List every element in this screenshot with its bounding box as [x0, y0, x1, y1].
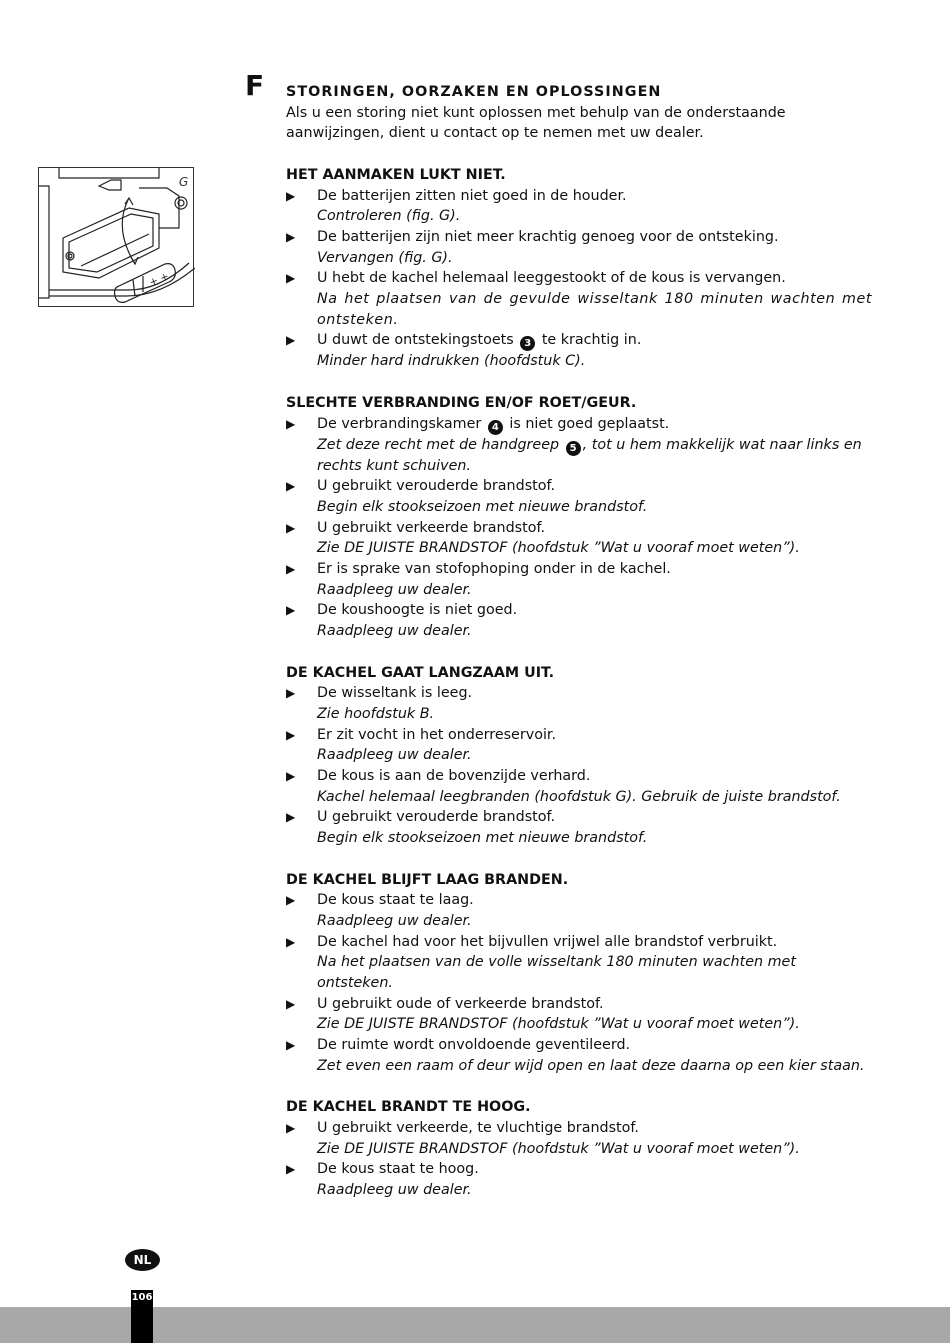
ignition-button-marker: 3	[520, 336, 535, 351]
cause-text-end: te krachtig in.	[541, 332, 642, 349]
remedy-text: Raadpleeg uw dealer.	[317, 623, 472, 640]
remedy-text: Na het plaatsen van de volle wisseltank 180 minuten wachten met ontsteken.	[317, 954, 796, 992]
handle-marker: 5	[566, 441, 581, 456]
list-item	[286, 725, 872, 766]
list-item	[286, 227, 872, 268]
section-heading: SLECHTE VERBRANDING EN/OF ROET/GEUR.	[286, 394, 637, 411]
triangle-bullet-icon: ▶	[286, 562, 296, 577]
page-title: STORINGEN, OORZAKEN EN OPLOSSINGEN	[286, 84, 662, 100]
remedy-text-start: Zet deze recht met de handgreep	[317, 436, 560, 453]
cause-text: De koushoogte is niet goed.	[317, 602, 518, 619]
section-heading: DE KACHEL BRANDT TE HOOG.	[286, 1099, 531, 1116]
remedy-text: Zet even een raam of deur wijd open en laat deze daarna op een kier staan.	[317, 1057, 865, 1074]
list-item	[286, 518, 872, 559]
cause-text: Er is sprake van stofophoping onder in de kachel.	[317, 561, 671, 578]
cause-text: De kachel had voor het bijvullen vrijwel alle brandstof verbruikt.	[317, 933, 778, 950]
triangle-bullet-icon: ▶	[286, 893, 296, 908]
cause-text: U gebruikt verouderde brandstof.	[317, 478, 556, 495]
remedy-text: Raadpleeg uw dealer.	[317, 747, 472, 764]
list-item	[286, 1159, 872, 1200]
battery-holder-illustration	[39, 168, 195, 308]
troubleshooting-content	[286, 82, 872, 1201]
remedy-text: Raadpleeg uw dealer.	[317, 581, 472, 598]
remedy-text: Kachel helemaal leegbranden (hoofdstuk G). Gebruik de juiste brandstof.	[317, 788, 841, 805]
list-item	[286, 807, 872, 848]
triangle-bullet-icon: ▶	[286, 1120, 296, 1135]
section-heading: HET AANMAKEN LUKT NIET.	[286, 166, 506, 183]
list-item	[286, 766, 872, 807]
triangle-bullet-icon: ▶	[286, 603, 296, 618]
triangle-bullet-icon: ▶	[286, 1038, 296, 1053]
battery-holder-figure	[38, 167, 194, 307]
cause-text: De kous staat te laag.	[317, 892, 474, 909]
section-heading: DE KACHEL GAAT LANGZAAM UIT.	[286, 664, 555, 681]
cause-text: De kous is aan de bovenzijde verhard.	[317, 768, 591, 785]
section-heading: DE KACHEL BLIJFT LAAG BRANDEN.	[286, 871, 569, 888]
triangle-bullet-icon: ▶	[286, 479, 296, 494]
remedy-text: Zie hoofdstuk B.	[317, 705, 435, 722]
remedy-text: Zie DE JUISTE BRANDSTOF (hoofdstuk ”Wat u vooraf moet weten”).	[317, 1140, 800, 1157]
triangle-bullet-icon: ▶	[286, 229, 296, 244]
cause-text: U hebt de kachel helemaal leeggestookt of de kous is vervangen.	[317, 270, 786, 287]
intro-text: Als u een storing niet kunt oplossen met behulp van de onderstaande aanwijzingen, dient u contact op te nemen met uw dealer.	[286, 104, 786, 142]
list-item	[286, 600, 872, 641]
cause-text	[317, 414, 872, 435]
cause-text-start: U duwt de ontstekingstoets	[317, 332, 514, 349]
remedy-text: Na het plaatsen van de gevulde wisseltank 180 minuten wachten met ontsteken.	[317, 291, 872, 328]
triangle-bullet-icon: ▶	[286, 271, 296, 286]
remedy-text-end: , tot u hem makkelijk wat naar links en rechts kunt schuiven.	[317, 436, 862, 474]
remedy-text	[317, 435, 872, 477]
list-item	[286, 1035, 872, 1076]
triangle-bullet-icon: ▶	[286, 416, 296, 431]
page-number-tab	[131, 1290, 153, 1343]
cause-text: Er zit vocht in het onderreservoir.	[317, 726, 557, 743]
svg-text:+ +: + +	[148, 271, 171, 289]
triangle-bullet-icon: ▶	[286, 520, 296, 535]
list-item	[286, 932, 872, 994]
list-item	[286, 330, 872, 372]
triangle-bullet-icon: ▶	[286, 934, 296, 949]
list-item	[286, 683, 872, 724]
triangle-bullet-icon: ▶	[286, 188, 296, 203]
remedy-text: Minder hard indrukken (hoofdstuk C).	[317, 353, 586, 370]
triangle-bullet-icon: ▶	[286, 686, 296, 701]
page-number: 106	[131, 1292, 153, 1303]
cause-text: De batterijen zijn niet meer krachtig genoeg voor de ontsteking.	[317, 228, 779, 245]
list-item	[286, 1118, 872, 1159]
triangle-bullet-icon: ▶	[286, 1162, 296, 1177]
remedy-text: Begin elk stookseizoen met nieuwe brandstof.	[317, 830, 648, 847]
remedy-text: Zie DE JUISTE BRANDSTOF (hoofdstuk ”Wat u vooraf moet weten”).	[317, 540, 800, 557]
cause-text: U gebruikt verkeerde, te vluchtige brandstof.	[317, 1119, 639, 1136]
remedy-text: Vervangen (fig. G).	[317, 249, 453, 266]
remedy-text: Begin elk stookseizoen met nieuwe brandstof.	[317, 498, 648, 515]
combustion-chamber-marker: 4	[488, 420, 503, 435]
triangle-bullet-icon: ▶	[286, 333, 296, 348]
triangle-bullet-icon: ▶	[286, 769, 296, 784]
remedy-text: Raadpleeg uw dealer.	[317, 1182, 472, 1199]
chapter-letter: F	[245, 69, 265, 102]
cause-text: De ruimte wordt onvoldoende geventileerd.	[317, 1037, 631, 1054]
cause-text-end: is niet goed geplaatst.	[509, 415, 670, 432]
list-item	[286, 994, 872, 1035]
remedy-text: Raadpleeg uw dealer.	[317, 912, 472, 929]
cause-text	[317, 330, 872, 351]
cause-text: U gebruikt verouderde brandstof.	[317, 809, 556, 826]
list-item	[286, 559, 872, 600]
cause-text: U gebruikt oude of verkeerde brandstof.	[317, 995, 604, 1012]
cause-text: De kous staat te hoog.	[317, 1161, 479, 1178]
list-item	[286, 476, 872, 517]
cause-text-start: De verbrandingskamer	[317, 415, 482, 432]
cause-text: U gebruikt verkeerde brandstof.	[317, 519, 546, 536]
figure-label: G	[179, 175, 189, 189]
list-item	[286, 268, 872, 330]
triangle-bullet-icon: ▶	[286, 996, 296, 1011]
language-badge: NL	[125, 1249, 160, 1271]
remedy-text: Zie DE JUISTE BRANDSTOF (hoofdstuk ”Wat u vooraf moet weten”).	[317, 1016, 800, 1033]
list-item	[286, 186, 872, 227]
list-item	[286, 890, 872, 931]
remedy-text: Controleren (fig. G).	[317, 208, 461, 225]
cause-text: De wisseltank is leeg.	[317, 685, 473, 702]
list-item	[286, 414, 872, 477]
triangle-bullet-icon: ▶	[286, 810, 296, 825]
cause-text: De batterijen zitten niet goed in de houder.	[317, 187, 627, 204]
triangle-bullet-icon: ▶	[286, 727, 296, 742]
